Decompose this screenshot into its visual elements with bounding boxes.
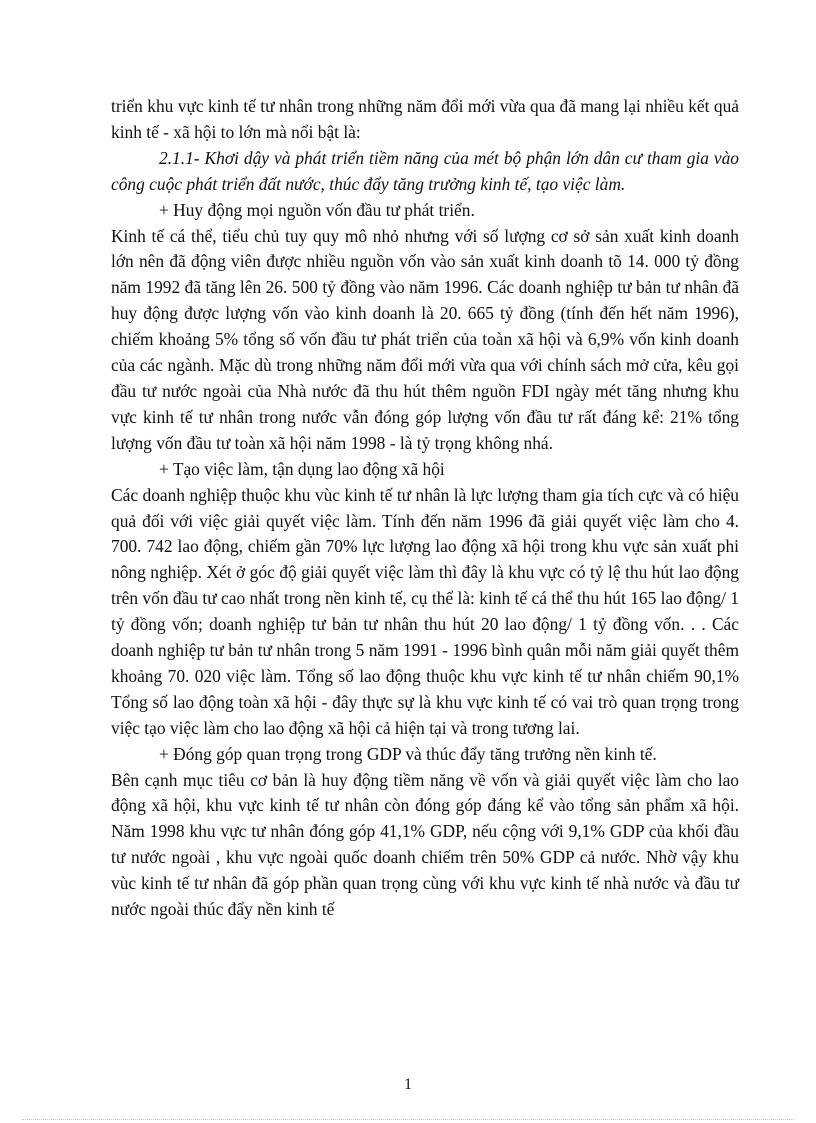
page-number: 1 <box>404 1076 412 1093</box>
section-heading-2-1-1: 2.1.1- Khơi dậy và phát triển tiềm năng của mét bộ phận lớn dân cư tham gia vào công cuộc phát triển đất nước, thúc đẩy tăng trưởng kinh tế, tạo việc làm. <box>111 147 739 194</box>
paragraph-capital: Kinh tế cá thể, tiểu chủ tuy quy mô nhỏ nhưng với số lượng cơ sở sản xuất kinh doanh lớn nên đã động viên được nhiều nguồn vốn vào sản xuất kinh doanh tõ 14. 000 tỷ đồng năm 1992 đã tăng lên 26. 500 tỷ đồng vào năm 1996. Các doanh nghiệp tư bản tư nhân đã huy động được lượng vốn vào kinh doanh là 20. 665 tỷ đồng (tính đến hết năm 1996), chiếm khoảng 5% tổng số vốn đầu tư phát triển của toàn xã hội và 6,9% vốn kinh doanh của các ngành. Mặc dù trong những năm đổi mới vừa qua với chính sách mở cửa, kêu gọi đầu tư nước ngoài của Nhà nước đã thu hút thêm nguồn FDI ngày mét tăng nhưng khu vực kinh tế tư nhân trong nước vẫn đóng góp lượng vốn đầu tư rất đáng kể: 21% tổng lượng vốn đầu tư toàn xã hội năm 1998 - là tỷ trọng không nhá. <box>111 225 739 453</box>
paragraph-jobs: Các doanh nghiệp thuộc khu vùc kinh tế tư nhân là lực lượng tham gia tích cực và có hiệu quả đối với việc giải quyết việc làm. Tính đến năm 1996 đã giải quyết việc làm cho 4. 700. 742 lao động, chiếm gần 70% lực lượng lao động xã hội trong khu vực sản xuất phi nông nghiệp. Xét ở góc độ giải quyết việc làm thì đây là khu vực có tỷ lệ thu hút lao động trên vốn đầu tư cao nhất trong nền kinh tế, cụ thể là: kinh tế cá thể thu hút 165 lao động/ 1 tỷ đồng vốn; doanh nghiệp tư bản tư nhân thu hút 20 lao động/ 1 tỷ đồng vốn. . . Các doanh nghiệp tư bản tư nhân trong 5 năm 1991 - 1996 bình quân mỗi năm giải quyết thêm khoảng 70. 020 việc làm. Tổng số lao động thuộc khu vực kinh tế tư nhân chiếm 90,1% Tổng số lao động toàn xã hội - đây thực sự là khu vực kinh tế có vai trò quan trọng trong việc tạo việc làm cho lao động xã hội cả hiện tại và trong tương lai. <box>111 484 739 738</box>
subheading-gdp-contribution: + Đóng góp quan trọng trong GDP và thúc đẩy tăng trưởng nền kinh tế. <box>159 743 657 764</box>
paragraph-gdp: Bên cạnh mục tiêu cơ bản là huy động tiềm năng về vốn và giải quyết việc làm cho lao động xã hội, khu vực kinh tế tư nhân còn đóng góp đáng kể vào tổng sản phẩm xã hội. Năm 1998 khu vực tư nhân đóng góp 41,1% GDP, nếu cộng với 9,1% GDP của khối đầu tư nước ngoài , khu vực ngoài quốc doanh chiếm trên 50% GDP cả nước. Nhờ vậy khu vùc kinh tế tư nhân đã góp phần quan trọng cùng với khu vực kinh tế nhà nước và đầu tư nước ngoài thúc đẩy nền kinh tế <box>111 769 739 920</box>
body-text <box>111 94 739 923</box>
subheading-job-creation: + Tạo việc làm, tận dụng lao động xã hội <box>159 458 445 479</box>
page-bottom-border <box>22 1119 794 1120</box>
subheading-capital-mobilization: + Huy động mọi nguồn vốn đầu tư phát triển. <box>159 199 475 220</box>
paragraph-intro: triển khu vực kinh tế tư nhân trong những năm đổi mới vừa qua đã mang lại nhiều kết quả kinh tế - xã hội to lớn mà nổi bật là: <box>111 96 739 142</box>
